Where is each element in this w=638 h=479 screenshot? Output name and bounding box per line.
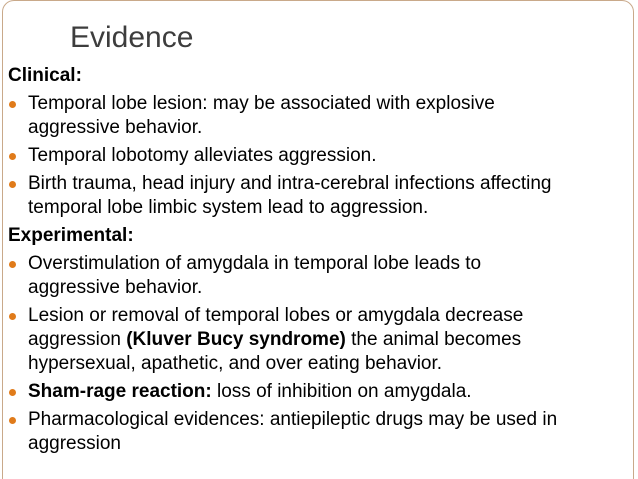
bullet-icon (9, 181, 16, 188)
list-item (8, 304, 632, 376)
slide-title: Evidence (70, 21, 194, 54)
clinical-heading: Clinical: (8, 65, 82, 86)
item-line: aggressive behavior. (28, 277, 203, 298)
item-text: the animal becomes (345, 329, 522, 350)
list-item (8, 92, 632, 140)
bullet-icon (9, 101, 16, 108)
bullet-icon (9, 261, 16, 268)
item-line: temporal lobe limbic system lead to aggression. (28, 197, 429, 218)
item-line (28, 380, 632, 404)
list-item (8, 252, 632, 300)
item-line (28, 328, 632, 352)
item-line: Overstimulation of amygdala in temporal lobe leads to (28, 253, 482, 274)
item-line: Temporal lobotomy alleviates aggression. (28, 145, 377, 166)
item-line: Lesion or removal of temporal lobes or amygdala decrease (28, 305, 524, 326)
bullet-icon (9, 153, 16, 160)
list-item (8, 172, 632, 220)
list-item (8, 408, 632, 456)
slide-content (8, 64, 632, 456)
experimental-heading: Experimental: (8, 225, 134, 246)
item-line: Birth trauma, head injury and intra-cerebral infections affecting (28, 173, 552, 194)
item-line: aggression (28, 433, 121, 454)
list-item (8, 144, 632, 168)
bullet-icon (9, 389, 16, 396)
bullet-icon (9, 313, 16, 320)
item-line: Temporal lobe lesion: may be associated with explosive (28, 93, 495, 114)
sham-rage-term: Sham-rage reaction: (28, 381, 212, 402)
item-text: loss of inhibition on amygdala. (211, 381, 472, 402)
syndrome-name: (Kluver Bucy syndrome) (126, 329, 346, 350)
item-text: aggression (28, 329, 127, 350)
list-item (8, 380, 632, 404)
bullet-icon (9, 417, 16, 424)
item-line: hypersexual, apathetic, and over eating behavior. (28, 353, 443, 374)
item-line: Pharmacological evidences: antiepileptic drugs may be used in (28, 409, 558, 430)
item-line: aggressive behavior. (28, 117, 203, 138)
